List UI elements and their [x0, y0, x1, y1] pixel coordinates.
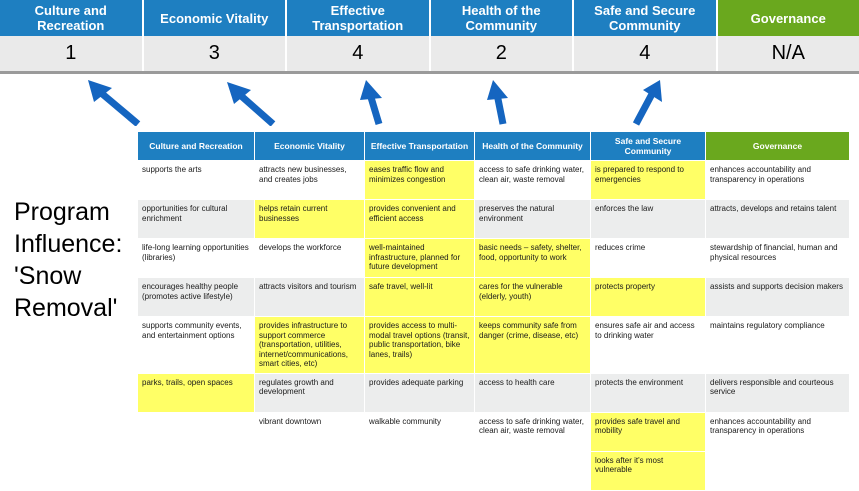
header-economic-vitality: Economic Vitality [144, 0, 288, 36]
column-header-governance: Governance [706, 132, 850, 161]
cell: attracts visitors and tourism [255, 278, 365, 317]
cell: looks after it's most vulnerable [591, 451, 706, 490]
cell: life-long learning opportunities (libraries) [138, 239, 255, 278]
cell: protects the environment [591, 373, 706, 412]
score-health-of-the-community: 2 [431, 36, 575, 71]
header-safe-and-secure-community: Safe and Secure Community [574, 0, 718, 36]
cell: encourages healthy people (promotes active lifestyle) [138, 278, 255, 317]
table-row [138, 373, 850, 412]
cell: eases traffic flow and minimizes congestion [365, 161, 475, 200]
table-row [138, 278, 850, 317]
cell: access to safe drinking water, clean air, waste removal [475, 412, 591, 451]
score-row [0, 36, 859, 74]
header-effective-transportation: Effective Transportation [287, 0, 431, 36]
cell: provides safe travel and mobility [591, 412, 706, 451]
cell: develops the workforce [255, 239, 365, 278]
page-title: Program Influence: 'Snow Removal' [14, 196, 139, 324]
table-body [138, 161, 850, 491]
header-culture-and-recreation: Culture and Recreation [0, 0, 144, 36]
cell: safe travel, well-lit [365, 278, 475, 317]
table-row [138, 200, 850, 239]
cell: enhances accountability and transparency in operations [706, 412, 850, 451]
cell: access to health care [475, 373, 591, 412]
arrow-icon-economic-vitality [223, 78, 279, 126]
cell: parks, trails, open spaces [138, 373, 255, 412]
cell: stewardship of financial, human and physical resources [706, 239, 850, 278]
cell: regulates growth and development [255, 373, 365, 412]
cell: ensures safe air and access to drinking water [591, 317, 706, 374]
column-header-safe-and-secure-community: Safe and Secure Community [591, 132, 706, 161]
cell: provides access to multi-modal travel options (transit, public transportation, bike lanes, trails) [365, 317, 475, 374]
cell: maintains regulatory compliance [706, 317, 850, 374]
arrow-icon-safe-and-secure-community [624, 78, 668, 126]
cell: enforces the law [591, 200, 706, 239]
cell [706, 451, 850, 490]
header-health-of-the-community: Health of the Community [431, 0, 575, 36]
cell: well-maintained infrastructure, planned for future development [365, 239, 475, 278]
cell: provides infrastructure to support commerce (transportation, utilities, internet/communications, smart cities, etc) [255, 317, 365, 374]
score-governance: N/A [718, 36, 859, 71]
table-header-row [138, 132, 850, 161]
priority-statements-table [137, 131, 850, 491]
cell: enhances accountability and transparency in operations [706, 161, 850, 200]
cell: opportunities for cultural enrichment [138, 200, 255, 239]
cell: reduces crime [591, 239, 706, 278]
header-governance: Governance [718, 0, 859, 36]
arrow-icon-culture-and-recreation [82, 78, 144, 126]
cell: attracts new businesses, and creates jobs [255, 161, 365, 200]
table-row [138, 412, 850, 451]
arrow-icon-health-of-the-community [485, 78, 521, 126]
column-header-economic-vitality: Economic Vitality [255, 132, 365, 161]
cell: helps retain current businesses [255, 200, 365, 239]
cell [138, 451, 255, 490]
cell: provides convenient and efficient access [365, 200, 475, 239]
cell: walkable community [365, 412, 475, 451]
cell: provides adequate parking [365, 373, 475, 412]
cell: access to safe drinking water, clean air, waste removal [475, 161, 591, 200]
cell: is prepared to respond to emergencies [591, 161, 706, 200]
table-row [138, 239, 850, 278]
cell [365, 451, 475, 490]
table-row [138, 451, 850, 490]
score-culture-and-recreation: 1 [0, 36, 144, 71]
cell: delivers responsible and courteous service [706, 373, 850, 412]
priorities-header-band [0, 0, 859, 36]
table-row [138, 317, 850, 374]
cell: assists and supports decision makers [706, 278, 850, 317]
score-safe-and-secure-community: 4 [574, 36, 718, 71]
cell: preserves the natural environment [475, 200, 591, 239]
score-economic-vitality: 3 [144, 36, 288, 71]
cell: vibrant downtown [255, 412, 365, 451]
column-header-health-of-the-community: Health of the Community [475, 132, 591, 161]
cell [138, 412, 255, 451]
column-header-culture-and-recreation: Culture and Recreation [138, 132, 255, 161]
column-header-effective-transportation: Effective Transportation [365, 132, 475, 161]
cell: attracts, develops and retains talent [706, 200, 850, 239]
cell [475, 451, 591, 490]
table-row [138, 161, 850, 200]
cell: protects property [591, 278, 706, 317]
cell: basic needs – safety, shelter, food, opportunity to work [475, 239, 591, 278]
score-effective-transportation: 4 [287, 36, 431, 71]
cell: supports community events, and entertainment options [138, 317, 255, 374]
cell: cares for the vulnerable (elderly, youth) [475, 278, 591, 317]
arrow-icon-effective-transportation [358, 78, 394, 126]
cell: supports the arts [138, 161, 255, 200]
cell [255, 451, 365, 490]
cell: keeps community safe from danger (crime, disease, etc) [475, 317, 591, 374]
